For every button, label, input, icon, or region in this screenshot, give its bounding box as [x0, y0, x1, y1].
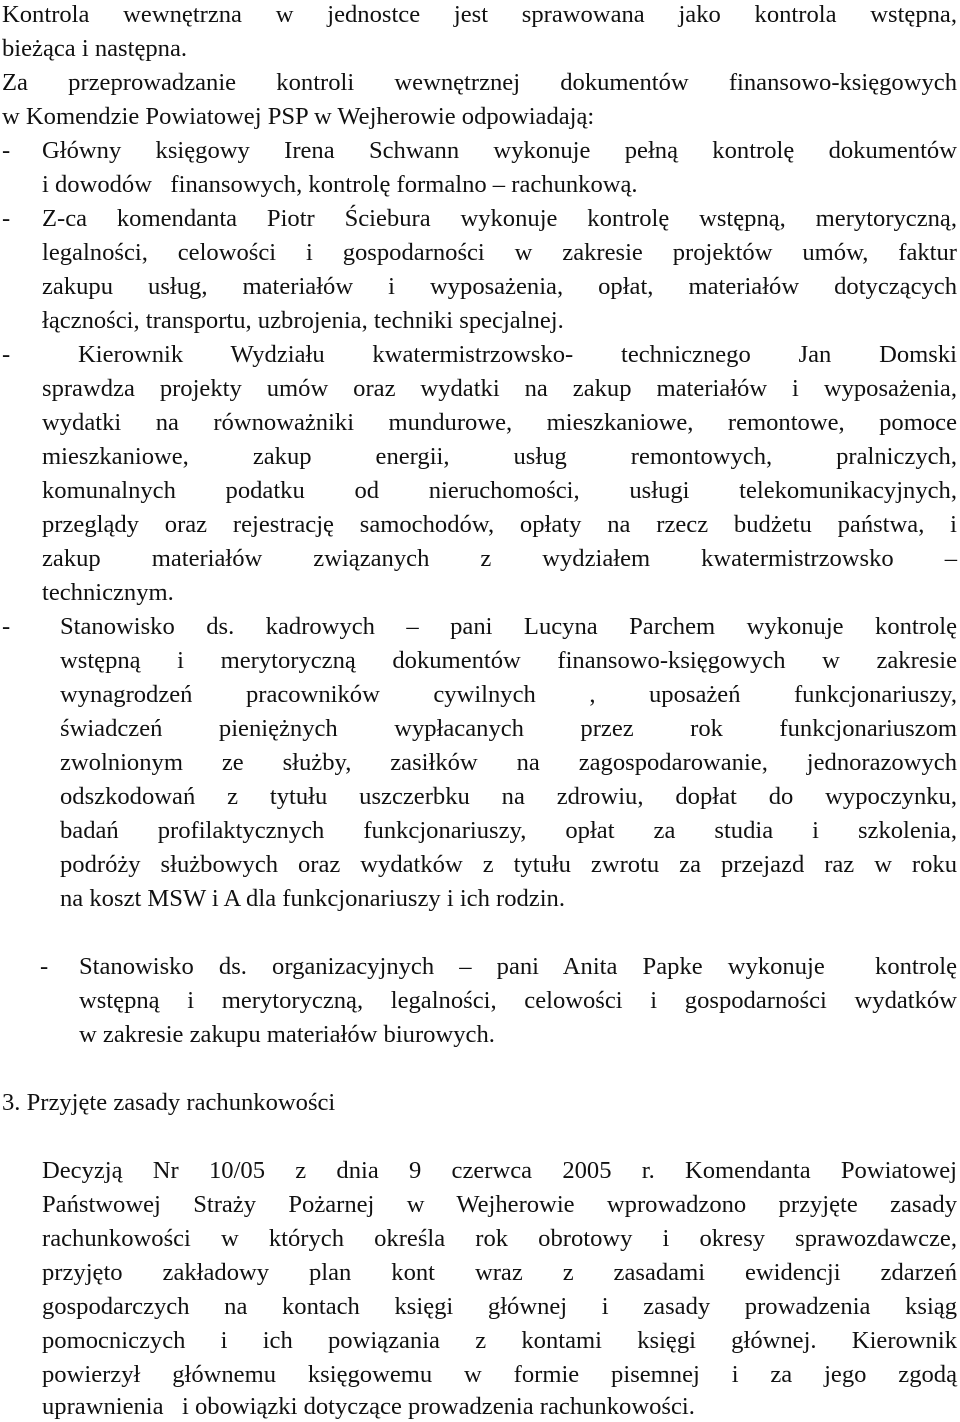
item2-line-4: łączności, transportu, uzbrojenia, techniki specjalnej. — [42, 307, 564, 334]
item1-line-2: i dowodów finansowych, kontrolę formalno – rachunkową. — [42, 171, 638, 198]
item4-line-2: wstępną i merytoryczną dokumentów finansowo-księgowych w zakresie — [60, 647, 957, 674]
item4-line-9: na koszt MSW i A dla funkcjonariuszy i ich rodzin. — [60, 885, 565, 912]
item5-line-1: Stanowisko ds. organizacyjnych – pani Anita Papke wykonuje kontrolę — [79, 953, 957, 980]
intro-line-1: Kontrola wewnętrzna w jednostce jest sprawowana jako kontrola wstępna, — [2, 1, 957, 28]
item5-line-3: w zakresie zakupu materiałów biurowych. — [79, 1021, 495, 1048]
section3-line-2: Państwowej Straży Pożarnej w Wejherowie wprowadzono przyjęte zasady — [42, 1191, 957, 1218]
intro-line-3: Za przeprowadzanie kontroli wewnętrznej dokumentów finansowo-księgowych — [2, 69, 957, 96]
section3-line-7: powierzył głównemu księgowemu w formie pisemnej i za jego zgodą — [42, 1361, 957, 1388]
item4-line-8: podróży służbowych oraz wydatków z tytułu zwrotu za przejazd raz w roku — [60, 851, 957, 878]
section3-line-3: rachunkowości w których określa rok obrotowy i okresy sprawozdawcze, — [42, 1225, 957, 1252]
item4-line-5: zwolnionym ze służby, zasiłków na zagospodarowanie, jednorazowych — [60, 749, 957, 776]
list-bullet: - — [2, 137, 11, 164]
section3-line-6: pomocniczych i ich powiązania z kontami księgi głównej. Kierownik — [42, 1327, 957, 1354]
item3-line-7: zakup materiałów związanych z wydziałem kwatermistrzowsko – — [42, 545, 957, 572]
item4-line-7: badań profilaktycznych funkcjonariuszy, opłat za studia i szkolenia, — [60, 817, 957, 844]
intro-line-4: w Komendzie Powiatowej PSP w Wejherowie odpowiadają: — [2, 103, 595, 130]
item3-line-8: technicznym. — [42, 579, 174, 606]
item4-line-3: wynagrodzeń pracowników cywilnych , uposażeń funkcjonariuszy, — [60, 681, 957, 708]
item3-line-6: przeglądy oraz rejestrację samochodów, opłaty na rzecz budżetu państwa, i — [42, 511, 957, 538]
item2-line-3: zakupu usług, materiałów i wyposażenia, opłat, materiałów dotyczących — [42, 273, 957, 300]
item3-line-4: mieszkaniowe, zakup energii, usług remontowych, pralniczych, — [42, 443, 957, 470]
section3-line-8: uprawnienia i obowiązki dotyczące prowadzenia rachunkowości. — [42, 1393, 695, 1420]
item3-line-3: wydatki na równoważniki mundurowe, mieszkaniowe, remontowe, pomoce — [42, 409, 957, 436]
item4-line-1: Stanowisko ds. kadrowych – pani Lucyna Parchem wykonuje kontrolę — [60, 613, 957, 640]
item4-line-4: świadczeń pieniężnych wypłacanych przez rok funkcjonariuszom — [60, 715, 957, 742]
item3-line-5: komunalnych podatku od nieruchomości, usługi telekomunikacyjnych, — [42, 477, 957, 504]
intro-line-2: bieżąca i następna. — [2, 35, 188, 62]
item5-line-2: wstępną i merytoryczną, legalności, celowości i gospodarności wydatków — [79, 987, 957, 1014]
list-bullet: - — [2, 205, 11, 232]
item1-line-1: Główny księgowy Irena Schwann wykonuje pełną kontrolę dokumentów — [42, 137, 957, 164]
item2-line-2: legalności, celowości i gospodarności w zakresie projektów umów, faktur — [42, 239, 957, 266]
section3-line-1: Decyzją Nr 10/05 z dnia 9 czerwca 2005 r. Komendanta Powiatowej — [42, 1157, 957, 1184]
item4-line-6: odszkodowań z tytułu uszczerbku na zdrowiu, dopłat do wypoczynku, — [60, 783, 957, 810]
section3-line-5: gospodarczych na kontach księgi głównej i zasady prowadzenia ksiąg — [42, 1293, 957, 1320]
list-bullet: - — [40, 953, 49, 980]
list-bullet: - — [2, 613, 11, 640]
list-bullet: - — [2, 341, 11, 368]
item3-line-2: sprawdza projekty umów oraz wydatki na zakup materiałów i wyposażenia, — [42, 375, 957, 402]
section-3-heading: 3. Przyjęte zasady rachunkowości — [2, 1089, 336, 1116]
item3-line-1: Kierownik Wydziału kwatermistrzowsko- technicznego Jan Domski — [78, 341, 957, 368]
section3-line-4: przyjęto zakładowy plan kont wraz z zasadami ewidencji zdarzeń — [42, 1259, 957, 1286]
item2-line-1: Z-ca komendanta Piotr Ściebura wykonuje kontrolę wstępną, merytoryczną, — [42, 205, 957, 232]
